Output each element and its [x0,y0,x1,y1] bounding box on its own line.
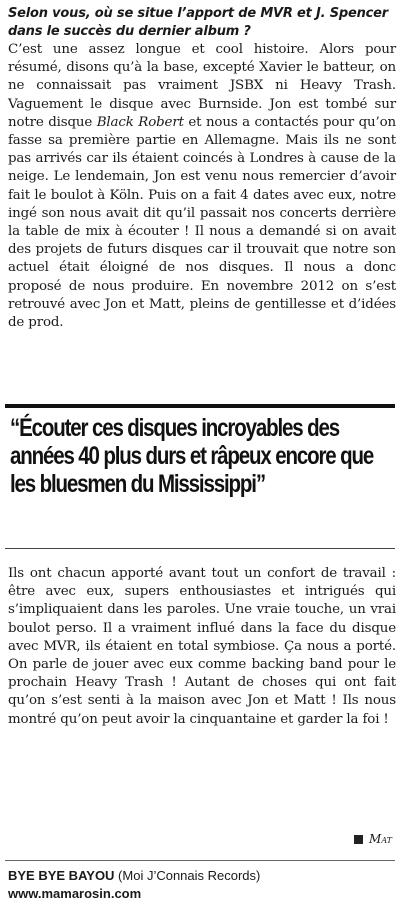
author-signature [354,832,392,846]
answer-text-start: C’est une assez longue et cool histoire. Alors pour résumé, disons qu’à la base, excepté Xavier le batteur, on ne connaissait pas vraiment JSBX ni Heavy Trash. Vaguement le disque avec Burnside. Jon est tombé sur notre disque [8,42,396,130]
website-link[interactable]: www.mamarosin.com [8,886,142,901]
answer-paragraph-1 [8,41,396,332]
pull-quote-top-rule [5,404,395,408]
footer-rule [5,860,395,861]
answer-paragraph-2: Ils ont chacun apporté avant tout un confort de travail : être avec eux, supers enthousiastes et intrigués qui s’impliquaient dans les paroles. Une vraie touche, un vrai boulot perso. Il a vraiment influé dans la face du disque avec MVR, ils étaient en total symbiose. Ça nous a porté. On parle de jouer avec eux comme backing band pour le prochain Heavy Trash ! Autant de choses qui ont fait qu’on s’est senti à la maison avec Jon et Matt ! Ils nous montré qu’on peut avoir la cinquantaine et garder la foi ! [8,566,396,727]
album-name: BYE BYE BAYOU [8,868,115,883]
album-info [8,868,260,883]
author-name: Mat [369,832,392,846]
signature-square-icon [354,835,363,844]
pull-quote: “Écouter ces disques incroyables des années 40 plus durs et râpeux encore que les bluesmen du Mississippi” [10,414,374,498]
answer-text-end: et nous a contactés pour qu’on fasse sa première partie en Allemagne. Mais ils ne sont pas arrivés car ils étaient coincés à Londres à cause de la neige. Le lendemain, Jon est venu nous remercier d’avoir fait le boulot à Köln. Puis on a fait 4 dates avec eux, notre ingé son nous avait dit qu’il passait nos concerts derrière la table de mix à écouter ! Il nous a demandé si on avait des projets de futurs disques car il trouvait que notre son actuel était éloigné de nos disques. Il nous a donc proposé de nous produire. En novembre 2012 on s’est retrouvé avec Jon et Matt, pleins de gentillesse et d’idées de prod. [8,114,396,331]
interview-question: Selon vous, où se situe l’apport de MVR et J. Spencer dans le succès du dernier album ? [8,6,388,39]
pull-quote-bottom-rule [5,548,395,549]
record-label: (Moi J’Connais Records) [114,868,261,883]
album-title-black-robert: Black Robert [96,114,184,130]
